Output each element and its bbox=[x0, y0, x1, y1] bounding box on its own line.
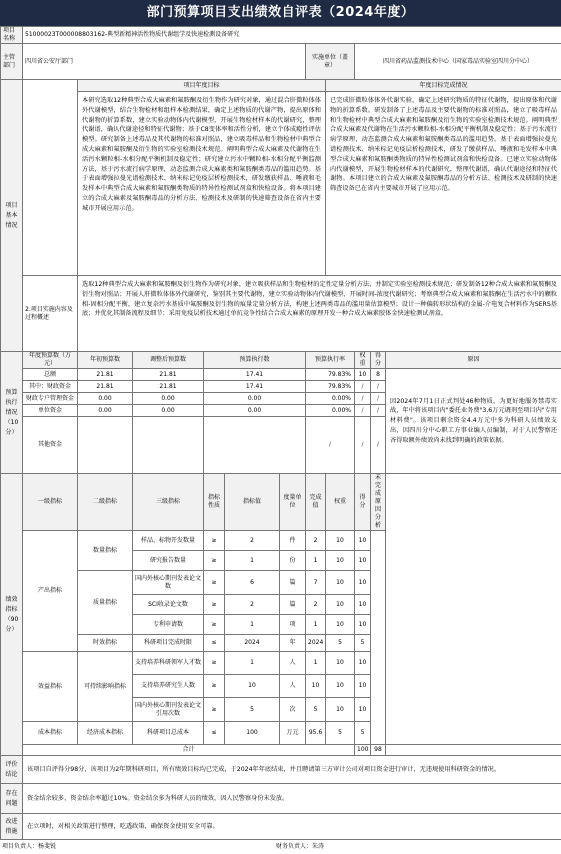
basic-label: 项目基本情况 bbox=[1, 80, 23, 352]
indicator-score: 10 bbox=[355, 531, 371, 551]
tier1-effect: 效益指标 bbox=[23, 652, 78, 722]
indicator-property: ≥ bbox=[204, 595, 225, 615]
perf-header: 二级指标 bbox=[78, 474, 133, 531]
fund-row-executed: 17.41 bbox=[204, 369, 306, 381]
indicator-weight: 10 bbox=[326, 615, 355, 635]
indicator-property: ≥ bbox=[204, 675, 225, 698]
fund-row-rate: 79.83% bbox=[306, 369, 355, 381]
indicator-unit: 次 bbox=[280, 698, 306, 722]
fund-row-initial: 21.81 bbox=[78, 381, 133, 393]
indicator-value: 100 bbox=[225, 722, 280, 745]
goal-completion-text: 已完成肝微粒体体外代谢实验，确定上述研究物质的特征代谢物，提出原体和代谢物的折算系数。研发制备了上述毒品及主要代谢物的标准对照品，建立了吸毒样品和生物检材中典型合成大麻素和氟胺酮及衍生物的实验室检测技术规范。阐明典型合成大麻素及代谢物在生活污水颗粒相-水相分配平衡机制及稳定性；基于污水流行病学原理，动态监测合成大麻素和氟胺酮类毒品的滥用趋势。基于表面增强拉曼光谱检测技术、纳米标记免疫层析检测技术，研发了缴获样品、唾液和毛发样本中典型合成大麻素和氟胺酮类物质的特异性检测试剂盒和快检设备。已建立实验动物体内代谢模型，开展生物检材样本的代谢研究，整理代谢谱，确认代谢途径和特征代谢物。本项目建立的合成大麻素及氟胺酮毒品的分析方法、检测技术及研制的快速筛查设备已在省内主要城市开展了应用示范。 bbox=[326, 92, 561, 276]
fund-row-weight: / bbox=[355, 417, 371, 474]
finance-name: 朱涛 bbox=[312, 843, 324, 850]
indicator-score: 5 bbox=[355, 722, 371, 745]
indicator-score: 5 bbox=[355, 635, 371, 652]
indicator-property: ≥ bbox=[204, 551, 225, 571]
fund-row-executed: 17.41 bbox=[204, 381, 306, 393]
indicator-name: 国内外核心期刊发表论文引用次数 bbox=[133, 698, 204, 722]
indicator-done: 1 bbox=[306, 615, 326, 635]
indicator-score: 10 bbox=[355, 615, 371, 635]
impl-process-text: 选取12种典型合成大麻素和氟胺酮及衍生物作为研究对象，建立吸获样品和生物检材的定性定量分析方法，并制定实验室检测技术规范；研发制备12种合成大麻素和氟胺酮及衍生物对照品；开展人肝微粒体体外代谢研究，鉴别其主要代谢物，建立实验动物体内代谢模型，开展时间-浓度代谢研究；考察典型合成大麻素和氟胺酮在生活污水中的颗粒相-固相分配平衡，建立复杂污水基质中氟胺酮及衍生物的痕量定量分析方法，构建上述两类毒品的滥用量估算模型；设计一种偏转形状结构的金属-介电复合材料作为SERS基底；并优化其制备流程及细节；采用免疫层析技术通过单抗竞争性结合合成大麻素的原理开发一种合成大麻素胶体金快速检测试剂盒。 bbox=[78, 276, 561, 352]
indicator-done: 2 bbox=[306, 595, 326, 615]
fund-row-rate: / bbox=[306, 417, 355, 474]
tier1-cost: 成本指标 bbox=[23, 722, 78, 745]
tier2-quantity: 数量指标 bbox=[78, 531, 133, 571]
indicator-weight: 10 bbox=[326, 675, 355, 698]
indicator-done: 10 bbox=[306, 675, 326, 698]
indicator-unit: 项 bbox=[280, 615, 306, 635]
fund-header: 原因 bbox=[386, 352, 561, 369]
indicator-value: 2 bbox=[225, 595, 280, 615]
indicator-unit: 年 bbox=[280, 635, 306, 652]
fund-header: 权重 bbox=[355, 352, 371, 369]
fund-label: 预算执行情况（10分） bbox=[1, 352, 23, 474]
issue-text: 资金结余较多，资金结余率超过10%。资金结余多为科研人员的绩效，因人民警察身份未发放。 bbox=[23, 784, 561, 814]
perf-header: 指标性质 bbox=[204, 474, 225, 531]
indicator-value: 10 bbox=[225, 675, 280, 698]
fund-row-adjusted: 0.00 bbox=[133, 393, 204, 405]
indicator-value: 2024 bbox=[225, 635, 280, 652]
indicator-name: 支持培养科研领军人才数 bbox=[133, 652, 204, 675]
self-evaluation-table bbox=[0, 26, 561, 840]
project-name: 51000023T000008803162-典型新精神活性物质代谢组学及快速检测设备研究 bbox=[23, 27, 561, 44]
indicator-done: 2024 bbox=[306, 635, 326, 652]
indicator-name: 支持培养研究生人数 bbox=[133, 675, 204, 698]
fund-row-rate: 0.00% bbox=[306, 405, 355, 417]
indicator-unit: 篇 bbox=[280, 595, 306, 615]
indicator-weight: 10 bbox=[326, 698, 355, 722]
fund-row-adjusted: 21.81 bbox=[133, 381, 204, 393]
indicator-property: ≤ bbox=[204, 722, 225, 745]
indicator-weight: 10 bbox=[326, 551, 355, 571]
perf-header: 完成值 bbox=[306, 474, 326, 531]
page-title: 部门预算项目支出绩效自评表（2024年度） bbox=[0, 0, 561, 26]
fund-row-initial: 0.00 bbox=[78, 393, 133, 405]
fund-row-rate: 0.00% bbox=[306, 393, 355, 405]
fund-row-score: / bbox=[371, 417, 386, 474]
fund-header: 预算执行率 bbox=[306, 352, 355, 369]
fund-row-name: 其他资金 bbox=[23, 417, 78, 474]
fund-header: 得分 bbox=[371, 352, 386, 369]
dept-value: 四川省公安厅部门 bbox=[23, 44, 306, 80]
complete-header: 年度目标完成情况 bbox=[326, 80, 561, 92]
indicator-name: 国内外核心期刊发表论文数 bbox=[133, 571, 204, 595]
indicator-done: 5 bbox=[306, 698, 326, 722]
indicator-property: ≥ bbox=[204, 652, 225, 675]
fund-row-weight: / bbox=[355, 381, 371, 393]
tier2-quality: 质量指标 bbox=[78, 571, 133, 635]
indicator-name: SCI收录论文数 bbox=[133, 595, 204, 615]
fund-row-rate: 79.83% bbox=[306, 381, 355, 393]
indicator-property: ≥ bbox=[204, 698, 225, 722]
fund-row-score: / bbox=[371, 381, 386, 393]
indicator-done: 1 bbox=[306, 551, 326, 571]
impl-process-label: 2.项目实施内容及过程概述 bbox=[23, 276, 78, 352]
eval-label: 评价结论 bbox=[1, 756, 23, 784]
perf-header: 度量单位 bbox=[280, 474, 306, 531]
fund-reason: 因2024年7月1日正式判处46种物质，为更好地服务禁毒实战，年中将该项目内"委托业务费"3.6万元调剂至项目内"专用材料费"。该项目剩余资金4.4万元中多为科研人员绩效支出，因四川分中心职工方事业编人员编制，对于人民警察还吝得取额外绩效尚未找到明确的政策依据。 bbox=[386, 369, 561, 474]
perf-header: 权重 bbox=[326, 474, 355, 531]
fund-row-name: 其中：财政资金 bbox=[23, 381, 78, 393]
indicator-unit: 件 bbox=[280, 531, 306, 551]
indicator-done: 7 bbox=[306, 571, 326, 595]
indicator-weight: 10 bbox=[326, 652, 355, 675]
finance-label: 财务负责人： bbox=[276, 843, 312, 850]
fund-row-executed: 0.00 bbox=[204, 405, 306, 417]
fund-header: 年初预算数 bbox=[78, 352, 133, 369]
indicator-weight: 10 bbox=[326, 571, 355, 595]
issue-label: 存在问题 bbox=[1, 784, 23, 814]
fund-row-initial: 0.00 bbox=[78, 405, 133, 417]
indicator-done: 1 bbox=[306, 652, 326, 675]
leader-label: 项目负责人： bbox=[2, 843, 38, 850]
eval-text: 该项目自评得分98分，该项目为2年期科研项目，所有绩效目标均已完成，于2024年年底结束，并且聘请第三方审计公司对项目资金进行审计，无违规使用科研资金的情况。 bbox=[23, 756, 561, 784]
indicator-weight: 10 bbox=[326, 531, 355, 551]
fund-row-adjusted: 21.81 bbox=[133, 369, 204, 381]
fund-row-score: / bbox=[371, 405, 386, 417]
fund-row-initial: 21.81 bbox=[78, 369, 133, 381]
indicator-unit: 篇 bbox=[280, 571, 306, 595]
perf-label: 绩效指标（90分） bbox=[1, 474, 23, 756]
tier2-economic: 经济成本指标 bbox=[78, 722, 133, 745]
dept-label: 主管部门 bbox=[1, 44, 23, 80]
indicator-weight: 5 bbox=[326, 722, 355, 745]
indicator-weight: 10 bbox=[326, 595, 355, 615]
indicator-value: 5 bbox=[225, 698, 280, 722]
indicator-value: 6 bbox=[225, 571, 280, 595]
fund-row-adjusted: 0.00 bbox=[133, 405, 204, 417]
indicator-name: 科研项目总成本 bbox=[133, 722, 204, 745]
project-name-label: 项目名称 bbox=[1, 27, 23, 44]
annual-goal-text: 本研究选取12种典型合成大麻素和氟胺酮及衍生物作为研究对象，通过混合肝微粒体体外代谢模型，结合生物检材和组样本检测结果，确定上述物质的代谢产物，提出原体和代谢物的折算系数，建立实验动物体内代谢模型，开展生物检材样本的代谢研究，整理代谢谱，确认代谢途径和特征代谢物；基于C8变体率和活性分析，建立个体成瘾性评估模型。研究制备上述毒品及其代谢物的标准对照品，建立吸毒样品和生物检材中典型合成大麻素和氟胺酮及衍生物的实验室检测技术规范。阐明典型合成大麻素及代谢物在生活污水颗粒相-水相分配平衡机制及稳定性；研究建立污水中颗粒相-水相分配平衡监测方法，基于污水流行病学原理，动态监测合成大麻素类和氟胺酮类毒品的滥用趋势。基于表面增强拉曼光谱检测技术、纳米标记免疫层析检测技术，研发缴获样品、唾液和毛发样本中典型合成大麻素和氟胺酮类物质的特异性检测试剂盒和快检设备。将本项目建立的合成大麻素及氟胺酮毒品的分析方法、检测技术及研制的快速筛查设备在省内主要城市开展应用示范。 bbox=[78, 92, 326, 276]
impl-label: 实施单位（盖章） bbox=[306, 44, 355, 80]
indicator-value: 2 bbox=[225, 531, 280, 551]
indicator-score: 10 bbox=[355, 652, 371, 675]
indicator-weight: 5 bbox=[326, 635, 355, 652]
fund-row-name: 总额 bbox=[23, 369, 78, 381]
indicator-score: 10 bbox=[355, 675, 371, 698]
perf-header: 一级指标 bbox=[23, 474, 78, 531]
perf-header: 指标值 bbox=[225, 474, 280, 531]
fund-row-adjusted bbox=[133, 417, 204, 474]
fix-label: 改进措施 bbox=[1, 814, 23, 840]
indicator-name: 专利申请数 bbox=[133, 615, 204, 635]
fund-row-initial bbox=[78, 417, 133, 474]
indicator-score: 10 bbox=[355, 595, 371, 615]
fund-row-weight: 10 bbox=[355, 369, 371, 381]
indicator-unit: 万元 bbox=[280, 722, 306, 745]
impl-value: 四川省药品监测技术中心（国家毒品实验室四川分中心） bbox=[355, 44, 561, 80]
indicator-name: 研究报告数量 bbox=[133, 551, 204, 571]
indicator-unit: 人 bbox=[280, 652, 306, 675]
indicator-done: 2 bbox=[306, 531, 326, 551]
indicator-property: ≥ bbox=[204, 571, 225, 595]
incomplete-reason bbox=[371, 531, 386, 745]
signature-row bbox=[0, 840, 561, 854]
indicator-unit: 人 bbox=[280, 675, 306, 698]
fund-row-score: / bbox=[371, 393, 386, 405]
indicator-value: 1 bbox=[225, 615, 280, 635]
perf-header: 未完成原因分析 bbox=[371, 474, 386, 531]
indicator-score: 10 bbox=[355, 571, 371, 595]
fund-row-name: 单位资金 bbox=[23, 405, 78, 417]
fund-row-score: 8 bbox=[371, 369, 386, 381]
tier2-timeliness: 时效指标 bbox=[78, 635, 133, 652]
perf-header: 三级指标 bbox=[133, 474, 204, 531]
fund-header: 预算执行数 bbox=[204, 352, 306, 369]
fix-text: 在立项时，对相关政策进行整理，吃透政策，确保资金使用安全可靠。 bbox=[23, 814, 561, 840]
indicator-unit: 份 bbox=[280, 551, 306, 571]
perf-header: 得分 bbox=[355, 474, 371, 531]
fund-row-executed bbox=[204, 417, 306, 474]
fund-row-executed: 0.00 bbox=[204, 393, 306, 405]
indicator-value: 1 bbox=[225, 652, 280, 675]
fund-row-weight: / bbox=[355, 405, 371, 417]
fund-row-name: 财政专户管理资金 bbox=[23, 393, 78, 405]
indicator-name: 科研项目完成时限 bbox=[133, 635, 204, 652]
indicator-name: 样品、标物开发数量 bbox=[133, 531, 204, 551]
indicator-done: 95.6 bbox=[306, 722, 326, 745]
indicator-value: 1 bbox=[225, 551, 280, 571]
indicator-score: 10 bbox=[355, 551, 371, 571]
total-label: 合计 bbox=[23, 745, 355, 756]
indicator-property: ≥ bbox=[204, 615, 225, 635]
fund-header: 年度预算数（万元） bbox=[23, 352, 78, 369]
indicator-score: 10 bbox=[355, 698, 371, 722]
total-score: 98 bbox=[371, 745, 386, 756]
tier2-sustain: 可持续影响指标 bbox=[78, 652, 133, 722]
fund-row-weight: / bbox=[355, 393, 371, 405]
indicator-property: ≥ bbox=[204, 531, 225, 551]
indicator-property: ≤ bbox=[204, 635, 225, 652]
total-weight: 100 bbox=[355, 745, 371, 756]
leader-name: 杨斐锐 bbox=[38, 843, 56, 850]
tier1-output: 产出指标 bbox=[23, 531, 78, 652]
goal-header: 项目年度目标 bbox=[78, 80, 326, 92]
fund-header: 调整后预算数 bbox=[133, 352, 204, 369]
